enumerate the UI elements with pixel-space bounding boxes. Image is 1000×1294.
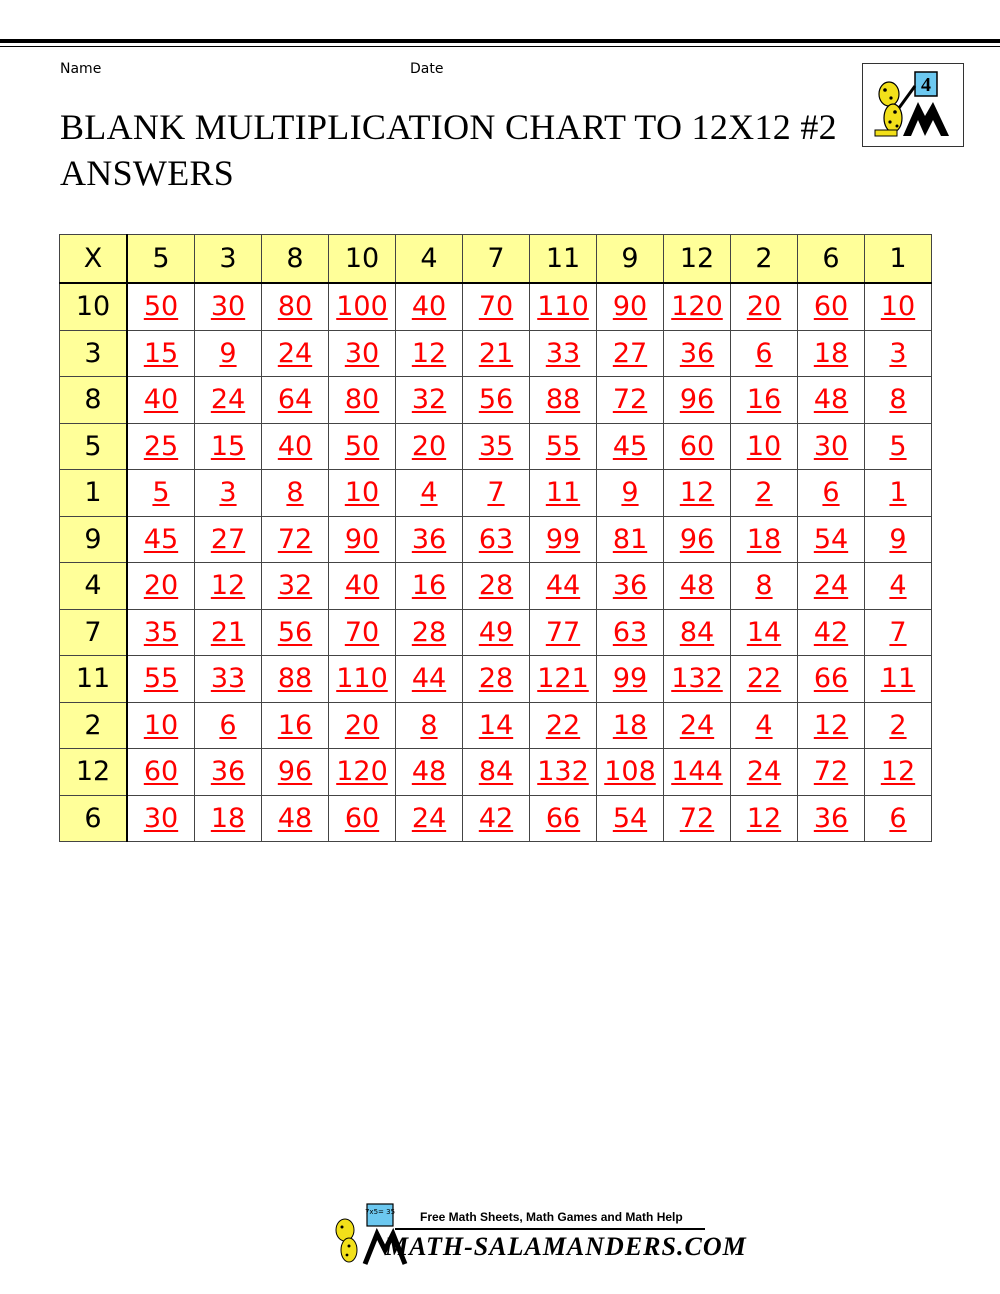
page-title	[60, 104, 840, 196]
answer-cell: 60	[127, 749, 195, 796]
answer-cell: 22	[530, 702, 597, 749]
answer-cell: 60	[329, 795, 396, 842]
answer-cell: 80	[262, 283, 329, 330]
answer-cell: 54	[597, 795, 664, 842]
answer-cell: 84	[664, 609, 731, 656]
answer-cell: 18	[798, 330, 865, 377]
answer-cell: 28	[396, 609, 463, 656]
answer-cell: 32	[262, 563, 329, 610]
answer-cell: 22	[731, 656, 798, 703]
answer-cell: 40	[127, 377, 195, 424]
answer-cell: 48	[262, 795, 329, 842]
answer-cell: 66	[530, 795, 597, 842]
answer-cell: 12	[396, 330, 463, 377]
column-header: 3	[195, 235, 262, 284]
answer-cell: 88	[262, 656, 329, 703]
answer-cell: 5	[865, 423, 932, 470]
answer-cell: 30	[798, 423, 865, 470]
answer-cell: 21	[195, 609, 262, 656]
answer-cell: 12	[664, 470, 731, 517]
answer-cell: 96	[262, 749, 329, 796]
answer-cell: 24	[664, 702, 731, 749]
answer-cell: 12	[195, 563, 262, 610]
answer-cell: 35	[463, 423, 530, 470]
column-header: 10	[329, 235, 396, 284]
column-header: 4	[396, 235, 463, 284]
answer-cell: 48	[396, 749, 463, 796]
answer-cell: 54	[798, 516, 865, 563]
answer-cell: 8	[262, 470, 329, 517]
row-header: 6	[60, 795, 128, 842]
answer-cell: 49	[463, 609, 530, 656]
row-header: 2	[60, 702, 128, 749]
row-header: 3	[60, 330, 128, 377]
answer-cell: 10	[329, 470, 396, 517]
answer-cell: 7	[865, 609, 932, 656]
answer-cell: 72	[262, 516, 329, 563]
top-rule	[0, 39, 1000, 43]
row-header: 5	[60, 423, 128, 470]
answer-cell: 18	[731, 516, 798, 563]
answer-cell: 9	[195, 330, 262, 377]
answer-cell: 63	[597, 609, 664, 656]
table-row	[60, 656, 932, 703]
title-line-2: ANSWERS	[60, 153, 235, 193]
answer-cell: 63	[463, 516, 530, 563]
answer-cell: 96	[664, 377, 731, 424]
answer-cell: 4	[865, 563, 932, 610]
answer-cell: 9	[865, 516, 932, 563]
row-header: 12	[60, 749, 128, 796]
name-label: Name	[60, 61, 102, 77]
answer-cell: 28	[463, 563, 530, 610]
answer-cell: 10	[731, 423, 798, 470]
answer-cell: 10	[127, 702, 195, 749]
answer-cell: 120	[664, 283, 731, 330]
row-header: 10	[60, 283, 128, 330]
answer-cell: 16	[262, 702, 329, 749]
answer-cell: 30	[329, 330, 396, 377]
answer-cell: 132	[530, 749, 597, 796]
answer-cell: 33	[195, 656, 262, 703]
answer-cell: 45	[127, 516, 195, 563]
answer-cell: 40	[329, 563, 396, 610]
column-header: 7	[463, 235, 530, 284]
answer-cell: 110	[530, 283, 597, 330]
grade-logo	[862, 63, 964, 147]
answer-cell: 70	[329, 609, 396, 656]
corner-cell: X	[60, 235, 128, 284]
top-rule-thin	[0, 46, 1000, 47]
answer-cell: 96	[664, 516, 731, 563]
answer-cell: 121	[530, 656, 597, 703]
answer-cell: 48	[798, 377, 865, 424]
answer-cell: 20	[731, 283, 798, 330]
answer-cell: 66	[798, 656, 865, 703]
answer-cell: 50	[329, 423, 396, 470]
table-row	[60, 563, 932, 610]
answer-cell: 42	[798, 609, 865, 656]
answer-cell: 99	[597, 656, 664, 703]
footer-badge: 7x5= 35	[364, 1208, 396, 1216]
answer-cell: 99	[530, 516, 597, 563]
row-header: 7	[60, 609, 128, 656]
answer-cell: 35	[127, 609, 195, 656]
answer-cell: 44	[396, 656, 463, 703]
answer-cell: 18	[195, 795, 262, 842]
title-line-1: BLANK MULTIPLICATION CHART TO 12X12 #2	[60, 107, 837, 147]
answer-cell: 11	[530, 470, 597, 517]
grade-badge: 4	[921, 74, 931, 96]
answer-cell: 44	[530, 563, 597, 610]
answer-cell: 84	[463, 749, 530, 796]
answer-cell: 12	[865, 749, 932, 796]
table-row	[60, 749, 932, 796]
answer-cell: 16	[731, 377, 798, 424]
column-header: 11	[530, 235, 597, 284]
answer-cell: 120	[329, 749, 396, 796]
answer-cell: 55	[127, 656, 195, 703]
answer-cell: 81	[597, 516, 664, 563]
multiplication-table	[59, 234, 932, 842]
answer-cell: 72	[798, 749, 865, 796]
answer-cell: 33	[530, 330, 597, 377]
answer-cell: 60	[798, 283, 865, 330]
answer-cell: 9	[597, 470, 664, 517]
answer-cell: 36	[195, 749, 262, 796]
answer-cell: 1	[865, 470, 932, 517]
answer-cell: 48	[664, 563, 731, 610]
column-header: 12	[664, 235, 731, 284]
answer-cell: 36	[597, 563, 664, 610]
answer-cell: 2	[731, 470, 798, 517]
column-header: 1	[865, 235, 932, 284]
answer-cell: 27	[597, 330, 664, 377]
answer-cell: 21	[463, 330, 530, 377]
answer-cell: 20	[396, 423, 463, 470]
answer-cell: 8	[396, 702, 463, 749]
column-header: 2	[731, 235, 798, 284]
answer-cell: 56	[463, 377, 530, 424]
answer-cell: 24	[195, 377, 262, 424]
answer-cell: 45	[597, 423, 664, 470]
row-header: 8	[60, 377, 128, 424]
table-row	[60, 609, 932, 656]
answer-cell: 40	[262, 423, 329, 470]
table-row	[60, 702, 932, 749]
column-header: 5	[127, 235, 195, 284]
answer-cell: 30	[195, 283, 262, 330]
table-row	[60, 795, 932, 842]
answer-cell: 108	[597, 749, 664, 796]
answer-cell: 100	[329, 283, 396, 330]
answer-cell: 15	[195, 423, 262, 470]
answer-cell: 3	[195, 470, 262, 517]
answer-cell: 8	[731, 563, 798, 610]
answer-cell: 24	[262, 330, 329, 377]
row-header: 9	[60, 516, 128, 563]
table-row	[60, 516, 932, 563]
answer-cell: 28	[463, 656, 530, 703]
answer-cell: 3	[865, 330, 932, 377]
answer-cell: 55	[530, 423, 597, 470]
answer-cell: 36	[396, 516, 463, 563]
answer-cell: 42	[463, 795, 530, 842]
answer-cell: 20	[329, 702, 396, 749]
header-row	[60, 235, 932, 284]
answer-cell: 50	[127, 283, 195, 330]
date-label: Date	[410, 61, 444, 77]
answer-cell: 12	[798, 702, 865, 749]
table-row	[60, 377, 932, 424]
answer-cell: 40	[396, 283, 463, 330]
table-row	[60, 470, 932, 517]
footer-brand: MATH-SALAMANDERS.COM	[385, 1232, 747, 1261]
answer-cell: 14	[731, 609, 798, 656]
answer-cell: 132	[664, 656, 731, 703]
answer-cell: 15	[127, 330, 195, 377]
answer-cell: 6	[195, 702, 262, 749]
column-header: 9	[597, 235, 664, 284]
answer-cell: 18	[597, 702, 664, 749]
answer-cell: 10	[865, 283, 932, 330]
answer-cell: 7	[463, 470, 530, 517]
answer-cell: 60	[664, 423, 731, 470]
row-header: 11	[60, 656, 128, 703]
answer-cell: 20	[127, 563, 195, 610]
answer-cell: 5	[127, 470, 195, 517]
answer-cell: 11	[865, 656, 932, 703]
answer-cell: 110	[329, 656, 396, 703]
answer-cell: 36	[798, 795, 865, 842]
answer-cell: 36	[664, 330, 731, 377]
answer-cell: 72	[664, 795, 731, 842]
answer-cell: 56	[262, 609, 329, 656]
answer-cell: 25	[127, 423, 195, 470]
answer-cell: 4	[731, 702, 798, 749]
answer-cell: 6	[731, 330, 798, 377]
table-row	[60, 330, 932, 377]
column-header: 6	[798, 235, 865, 284]
answer-cell: 64	[262, 377, 329, 424]
answer-cell: 30	[127, 795, 195, 842]
answer-cell: 24	[798, 563, 865, 610]
answer-cell: 8	[865, 377, 932, 424]
answer-cell: 24	[396, 795, 463, 842]
answer-cell: 6	[865, 795, 932, 842]
table-row	[60, 423, 932, 470]
answer-cell: 27	[195, 516, 262, 563]
answer-cell: 32	[396, 377, 463, 424]
answer-cell: 90	[329, 516, 396, 563]
footer-tagline: Free Math Sheets, Math Games and Math Help	[420, 1210, 683, 1224]
answer-cell: 2	[865, 702, 932, 749]
row-header: 1	[60, 470, 128, 517]
column-header: 8	[262, 235, 329, 284]
answer-cell: 4	[396, 470, 463, 517]
answer-cell: 88	[530, 377, 597, 424]
answer-cell: 12	[731, 795, 798, 842]
answer-cell: 90	[597, 283, 664, 330]
row-header: 4	[60, 563, 128, 610]
answer-cell: 70	[463, 283, 530, 330]
table-row	[60, 283, 932, 330]
salamander-logo-icon	[863, 64, 963, 146]
answer-cell: 80	[329, 377, 396, 424]
answer-cell: 77	[530, 609, 597, 656]
answer-cell: 14	[463, 702, 530, 749]
answer-cell: 6	[798, 470, 865, 517]
answer-cell: 72	[597, 377, 664, 424]
answer-cell: 144	[664, 749, 731, 796]
footer-rule	[395, 1228, 705, 1230]
answer-cell: 24	[731, 749, 798, 796]
answer-cell: 16	[396, 563, 463, 610]
